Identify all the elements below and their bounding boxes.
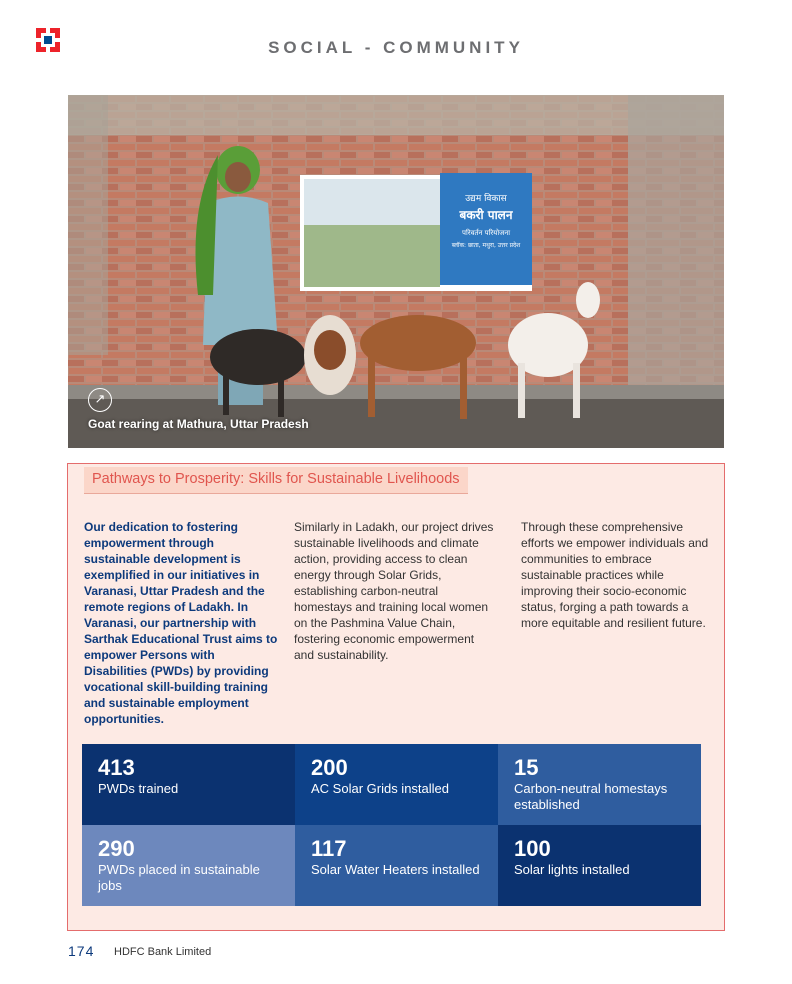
goat-rearing-photo (68, 95, 724, 448)
stat-card (82, 744, 295, 825)
banner-line4: ब्लॉक: छाता, मथुरा, उत्तर प्रदेश (451, 242, 521, 249)
stat-label: Solar Water Heaters installed (311, 862, 480, 877)
photo-caption: Goat rearing at Mathura, Uttar Pradesh (88, 417, 309, 431)
stat-label: Solar lights installed (514, 862, 630, 877)
intro-paragraph: Our dedication to fostering empowerment through sustainable development is exemplified in our initiatives in Varanasi, Uttar Pradesh and the remote regions of Ladakh. In Varanasi, our partnership with Sarthak Educational Trust aims to empower Persons with Disabilities (PWDs) by providing vocational skill-building training and sustainable employment opportunities. (84, 520, 278, 726)
stat-card (498, 825, 701, 906)
banner-line3: परिवर्तन परियोजना (461, 229, 511, 237)
panel-title: Pathways to Prosperity: Skills for Sustainable Livelihoods (84, 467, 468, 494)
stat-value: 290 (98, 836, 135, 861)
impact-paragraph: Through these comprehensive efforts we empower individuals and communities to embrace sustainable practices while improving their socio-economic status, forging a path towards a more equitable and resilient future. (521, 520, 709, 630)
banner-line2: बकरी पालन (459, 208, 513, 222)
stat-label: PWDs trained (98, 781, 179, 796)
stat-value: 200 (311, 755, 348, 780)
stat-card (295, 825, 498, 906)
stat-label: Carbon-neutral homestays established (514, 781, 668, 812)
section-title: SOCIAL - COMMUNITY (268, 38, 524, 57)
page-number: 174 (68, 943, 95, 959)
ladakh-paragraph: Similarly in Ladakh, our project drives sustainable livelihoods and climate action, providing access to clean energy through Solar Grids, establishing carbon-neutral homestays and training local women on the Pashmina Value Chain, fostering economic empowerment and sustainability. (294, 520, 494, 662)
banner-line1: उद्यम विकास (465, 194, 507, 204)
stat-label: AC Solar Grids installed (311, 781, 449, 796)
stat-value: 100 (514, 836, 551, 861)
stat-value: 413 (98, 755, 135, 780)
stat-card (82, 825, 295, 906)
stat-label: PWDs placed in sustainable jobs (98, 862, 260, 893)
company-name: HDFC Bank Limited (114, 946, 212, 958)
stat-card (295, 744, 498, 825)
arrow-up-right-icon: ↗ (88, 388, 112, 412)
stat-card (498, 744, 701, 825)
stat-value: 15 (514, 755, 539, 780)
stat-value: 117 (311, 836, 347, 861)
